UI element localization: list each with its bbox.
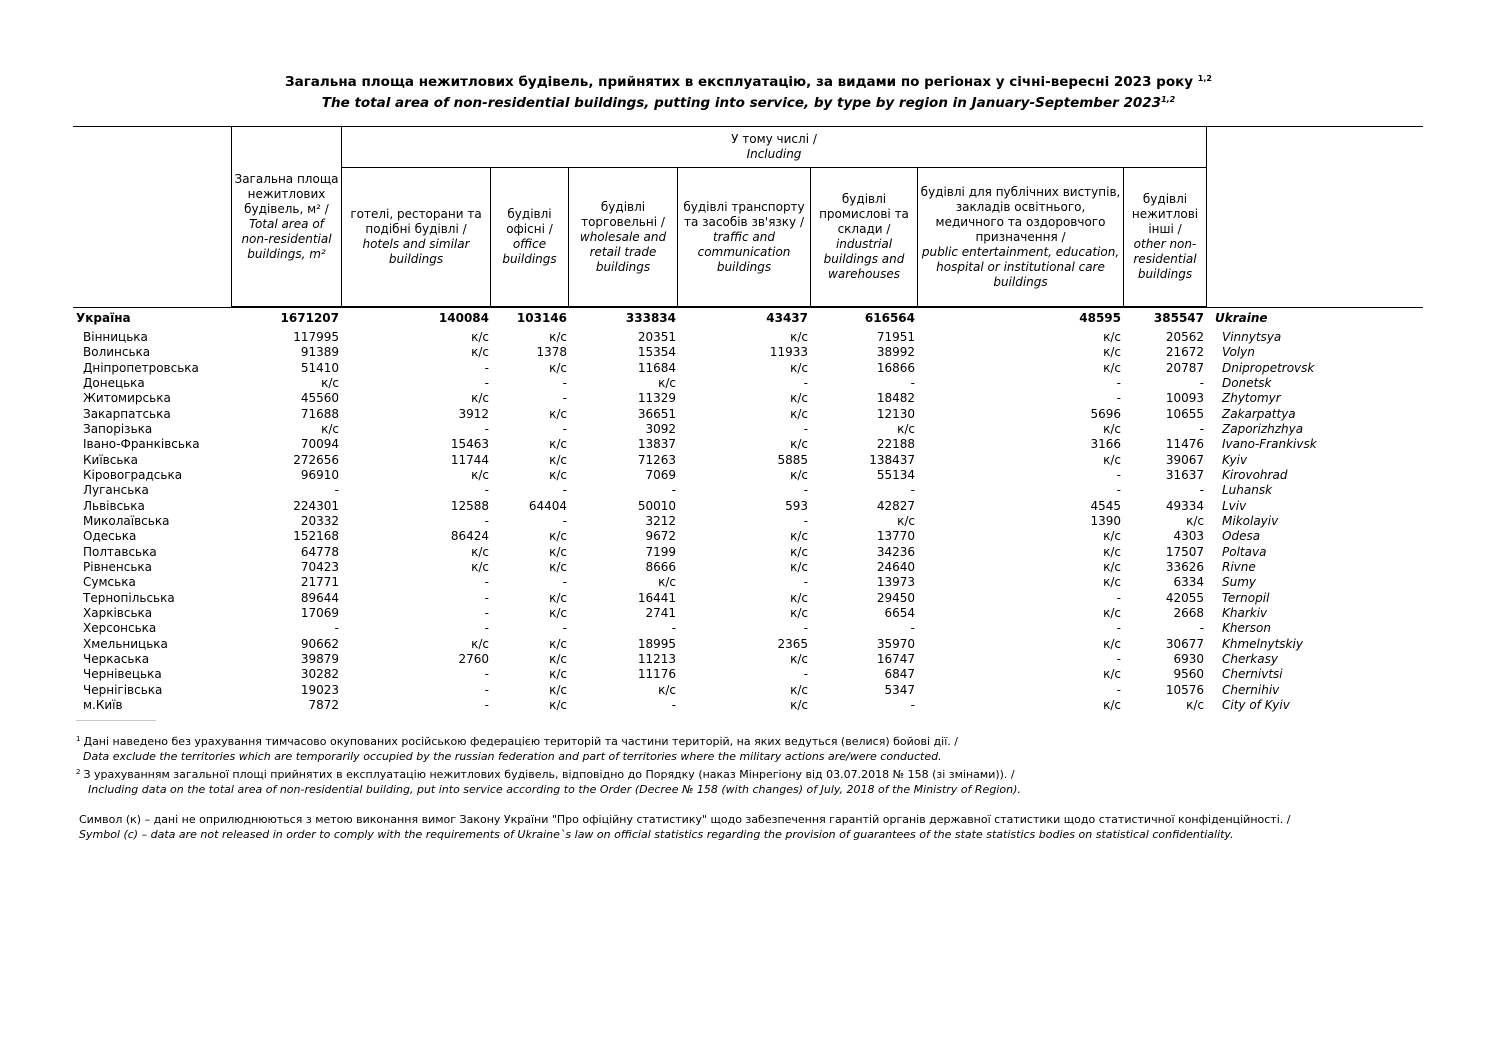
cell-value: 11213 bbox=[637, 652, 676, 666]
cell-value: - bbox=[484, 591, 489, 605]
cell-value: к/с bbox=[1103, 330, 1121, 344]
cell-value: к/с bbox=[471, 468, 489, 482]
region-name-uk: Чернігівська bbox=[83, 683, 163, 697]
cell-value: 616564 bbox=[864, 311, 915, 325]
header-col-industrial: будівлі промислові та склади / industrial buildings and warehouses bbox=[819, 192, 909, 281]
cell-value: к/с bbox=[1103, 606, 1121, 620]
cell-value: 21672 bbox=[1165, 345, 1204, 359]
cell-value: - bbox=[334, 483, 339, 497]
cell-value: 39067 bbox=[1165, 453, 1204, 467]
cell-value: 16441 bbox=[637, 591, 676, 605]
cell-value: 152168 bbox=[293, 529, 339, 543]
cell-value: к/с bbox=[790, 606, 808, 620]
cell-value: 2741 bbox=[645, 606, 676, 620]
region-name-en: Rivne bbox=[1222, 560, 1256, 574]
cell-value: - bbox=[484, 514, 489, 528]
cell-value: - bbox=[1199, 621, 1204, 635]
cell-value: 17069 bbox=[300, 606, 339, 620]
cell-value: 16747 bbox=[876, 652, 915, 666]
region-name-uk: Черкаська bbox=[83, 652, 150, 666]
cell-value: 3166 bbox=[1090, 437, 1121, 451]
cell-value: к/с bbox=[790, 591, 808, 605]
cell-value: - bbox=[562, 422, 567, 436]
cell-value: 6847 bbox=[884, 667, 915, 681]
cell-value: 34236 bbox=[876, 545, 915, 559]
cell-value: 13770 bbox=[876, 529, 915, 543]
cell-value: 11744 bbox=[450, 453, 489, 467]
cell-value: - bbox=[910, 621, 915, 635]
cell-value: к/с bbox=[471, 345, 489, 359]
cell-value: к/с bbox=[1103, 637, 1121, 651]
cell-value: - bbox=[484, 683, 489, 697]
region-name-en: Dnipropetrovsk bbox=[1222, 361, 1315, 375]
region-name-en: Kirovohrad bbox=[1222, 468, 1288, 482]
region-name-en: Chernivtsi bbox=[1222, 667, 1283, 681]
cell-value: к/с bbox=[549, 683, 567, 697]
cell-value: к/с bbox=[790, 391, 808, 405]
cell-value: к/с bbox=[790, 529, 808, 543]
cell-value: 6334 bbox=[1173, 575, 1204, 589]
cell-value: - bbox=[1116, 652, 1121, 666]
cell-value: - bbox=[484, 621, 489, 635]
cell-value: к/с bbox=[790, 560, 808, 574]
cell-value: 20787 bbox=[1165, 361, 1204, 375]
cell-value: - bbox=[1116, 376, 1121, 390]
cell-value: к/с bbox=[790, 683, 808, 697]
cell-value: 4545 bbox=[1090, 499, 1121, 513]
cell-value: 31637 bbox=[1165, 468, 1204, 482]
cell-value: 86424 bbox=[450, 529, 489, 543]
region-name-uk: Чернівецька bbox=[83, 667, 162, 681]
cell-value: к/с bbox=[1103, 698, 1121, 712]
cell-value: 42827 bbox=[876, 499, 915, 513]
cell-value: 6930 bbox=[1173, 652, 1204, 666]
cell-value: - bbox=[671, 698, 676, 712]
cell-value: к/с bbox=[549, 437, 567, 451]
region-name-en: Poltava bbox=[1222, 545, 1267, 559]
cell-value: к/с bbox=[1103, 345, 1121, 359]
region-name-uk: Миколаївська bbox=[83, 514, 170, 528]
region-name-en: Cherkasy bbox=[1222, 652, 1278, 666]
cell-value: - bbox=[803, 621, 808, 635]
cell-value: - bbox=[910, 698, 915, 712]
cell-value: 7872 bbox=[308, 698, 339, 712]
cell-value: 10576 bbox=[1165, 683, 1204, 697]
cell-value: 15463 bbox=[450, 437, 489, 451]
cell-value: 91389 bbox=[300, 345, 339, 359]
region-name-en: Chernihiv bbox=[1222, 683, 1280, 697]
cell-value: к/с bbox=[471, 545, 489, 559]
cell-value: 7199 bbox=[645, 545, 676, 559]
cell-value: 9560 bbox=[1173, 667, 1204, 681]
cell-value: - bbox=[484, 606, 489, 620]
cell-value: 12130 bbox=[876, 407, 915, 421]
cell-value: 71263 bbox=[637, 453, 676, 467]
region-name-uk: Запорізька bbox=[83, 422, 153, 436]
cell-value: - bbox=[562, 514, 567, 528]
cell-value: к/с bbox=[790, 698, 808, 712]
cell-value: к/с bbox=[549, 606, 567, 620]
cell-value: 1671207 bbox=[280, 311, 339, 325]
region-name-en: Lviv bbox=[1222, 499, 1247, 513]
cell-value: 71688 bbox=[300, 407, 339, 421]
header-including: У тому числі / Including bbox=[731, 132, 817, 161]
cell-value: к/с bbox=[1103, 575, 1121, 589]
cell-value: к/с bbox=[790, 330, 808, 344]
cell-value: 70423 bbox=[300, 560, 339, 574]
cell-value: 11933 bbox=[769, 345, 808, 359]
cell-value: 96910 bbox=[300, 468, 339, 482]
cell-value: к/с bbox=[549, 698, 567, 712]
footnote-2: $^2$ З урахуванням загальної площі прийнятих в експлуатацію нежитлових будівель, відповідно до Порядку (наказ Мінрегіону від 03.07.2018 № 158 (зі змінами)). / Including data on the total area of non-residential building, put into service according to the Order (Decree № 158 (with changes) of July, 2018 of the Ministry of Region). bbox=[76, 768, 1021, 796]
cell-value: к/с bbox=[658, 575, 676, 589]
region-name-uk: Одеська bbox=[83, 529, 137, 543]
region-name-uk: Донецька bbox=[83, 376, 145, 390]
cell-value: 18995 bbox=[637, 637, 676, 651]
cell-value: 20351 bbox=[637, 330, 676, 344]
cell-value: 2668 bbox=[1173, 606, 1204, 620]
cell-value: к/с bbox=[549, 560, 567, 574]
cell-value: 5347 bbox=[884, 683, 915, 697]
cell-value: 30282 bbox=[300, 667, 339, 681]
cell-value: 2760 bbox=[458, 652, 489, 666]
cell-value: 5885 bbox=[777, 453, 808, 467]
cell-value: 64778 bbox=[300, 545, 339, 559]
region-name-uk: м.Київ bbox=[83, 698, 123, 712]
region-name-en: Zaporizhzhya bbox=[1222, 422, 1304, 436]
cell-value: 16866 bbox=[876, 361, 915, 375]
cell-value: 36651 bbox=[637, 407, 676, 421]
cell-value: 11684 bbox=[637, 361, 676, 375]
cell-value: 13837 bbox=[637, 437, 676, 451]
region-name-en: Kyiv bbox=[1222, 453, 1248, 467]
cell-value: 3212 bbox=[645, 514, 676, 528]
header-col-transport: будівлі транспорту та засобів зв'язку / traffic and communication buildings bbox=[683, 199, 805, 274]
region-name-uk: Харківська bbox=[83, 606, 153, 620]
cell-value: 10093 bbox=[1165, 391, 1204, 405]
region-name-en: Donetsk bbox=[1222, 376, 1272, 390]
cell-value: к/с bbox=[790, 407, 808, 421]
cell-value: - bbox=[1116, 483, 1121, 497]
cell-value: 4303 bbox=[1173, 529, 1204, 543]
region-name-en: Sumy bbox=[1222, 575, 1257, 589]
cell-value: 48595 bbox=[1079, 311, 1121, 325]
cell-value: к/с bbox=[897, 422, 915, 436]
cell-value: 64404 bbox=[528, 499, 567, 513]
cell-value: к/с bbox=[549, 453, 567, 467]
cell-value: - bbox=[562, 575, 567, 589]
cell-value: 71951 bbox=[876, 330, 915, 344]
region-name-en: Kherson bbox=[1222, 621, 1271, 635]
cell-value: 20332 bbox=[300, 514, 339, 528]
region-name-uk: Україна bbox=[76, 311, 131, 325]
region-name-en: Ternopil bbox=[1222, 591, 1270, 605]
cell-value: 49334 bbox=[1165, 499, 1204, 513]
cell-value: 11176 bbox=[637, 667, 676, 681]
cell-value: 333834 bbox=[625, 311, 676, 325]
cell-value: - bbox=[1116, 591, 1121, 605]
header-col-office: будівлі офісні / office buildings bbox=[502, 207, 557, 266]
cell-value: 20562 bbox=[1165, 330, 1204, 344]
cell-value: 35970 bbox=[876, 637, 915, 651]
cell-value: 42055 bbox=[1165, 591, 1204, 605]
cell-value: - bbox=[910, 376, 915, 390]
region-name-uk: Хмельницька bbox=[83, 637, 168, 651]
cell-value: к/с bbox=[321, 422, 339, 436]
header-col-hotels: готелі, ресторани та подібні будівлі / hotels and similar buildings bbox=[350, 207, 482, 266]
cell-value: 117995 bbox=[293, 330, 339, 344]
region-name-uk: Житомирська bbox=[83, 391, 171, 405]
cell-value: 385547 bbox=[1153, 311, 1204, 325]
region-name-uk: Вінницька bbox=[83, 330, 148, 344]
cell-value: - bbox=[1199, 422, 1204, 436]
cell-value: к/с bbox=[658, 376, 676, 390]
title-ukrainian: Загальна площа нежитлових будівель, прийнятих в експлуатацію, за видами по регіонах у січні-вересні 2023 року $^{1,2}$ bbox=[285, 74, 1212, 90]
cell-value: - bbox=[562, 376, 567, 390]
cell-value: к/с bbox=[897, 514, 915, 528]
cell-value: 13973 bbox=[876, 575, 915, 589]
region-name-uk: Івано-Франківська bbox=[83, 437, 200, 451]
cell-value: 43437 bbox=[766, 311, 808, 325]
cell-value: к/с bbox=[658, 683, 676, 697]
region-name-uk: Тернопільська bbox=[83, 591, 175, 605]
cell-value: к/с bbox=[790, 361, 808, 375]
cell-value: 89644 bbox=[300, 591, 339, 605]
cell-value: - bbox=[1199, 483, 1204, 497]
cell-value: 11476 bbox=[1165, 437, 1204, 451]
region-name-uk: Київська bbox=[83, 453, 138, 467]
region-name-en: Khmelnytskiy bbox=[1222, 637, 1303, 651]
symbol-note: Символ (к) – дані не оприлюднюються з метою виконання вимог Закону України "Про офіційну статистику" щодо забезпечення гарантій органів державної статистики щодо статистичної конфіденційності. / Symbol (c) – data are not released in order to comply with the requirements of Ukraine`s law on official statistics regarding the provision of guarantees of the state statistics bodies on statistical confidentiality. bbox=[79, 813, 1291, 841]
cell-value: 38992 bbox=[876, 345, 915, 359]
cell-value: 19023 bbox=[300, 683, 339, 697]
region-name-en: Odesa bbox=[1222, 529, 1261, 543]
cell-value: 5696 bbox=[1090, 407, 1121, 421]
cell-value: - bbox=[484, 698, 489, 712]
cell-value: к/с bbox=[549, 468, 567, 482]
table-title bbox=[0, 70, 1497, 112]
cell-value: 11329 bbox=[637, 391, 676, 405]
cell-value: к/с bbox=[1103, 529, 1121, 543]
cell-value: к/с bbox=[790, 437, 808, 451]
cell-value: 12588 bbox=[450, 499, 489, 513]
cell-value: к/с bbox=[1103, 667, 1121, 681]
cell-value: 51410 bbox=[300, 361, 339, 375]
cell-value: 30677 bbox=[1165, 637, 1204, 651]
cell-value: - bbox=[562, 621, 567, 635]
cell-value: к/с bbox=[471, 637, 489, 651]
region-name-en: Kharkiv bbox=[1222, 606, 1268, 620]
cell-value: - bbox=[334, 621, 339, 635]
cell-value: к/с bbox=[549, 637, 567, 651]
cell-value: к/с bbox=[549, 591, 567, 605]
cell-value: 9672 bbox=[645, 529, 676, 543]
cell-value: 224301 bbox=[293, 499, 339, 513]
cell-value: 8666 bbox=[645, 560, 676, 574]
header-divider bbox=[1206, 126, 1207, 307]
cell-value: - bbox=[562, 483, 567, 497]
cell-value: - bbox=[1116, 621, 1121, 635]
cell-value: к/с bbox=[471, 330, 489, 344]
region-name-en: Zakarpattya bbox=[1222, 407, 1296, 421]
region-name-en: Zhytomyr bbox=[1222, 391, 1281, 405]
cell-value: 33626 bbox=[1165, 560, 1204, 574]
cell-value: - bbox=[671, 621, 676, 635]
region-name-uk: Дніпропетровська bbox=[83, 361, 199, 375]
cell-value: к/с bbox=[1103, 545, 1121, 559]
region-name-uk: Луганська bbox=[83, 483, 149, 497]
cell-value: - bbox=[1116, 683, 1121, 697]
cell-value: к/с bbox=[549, 529, 567, 543]
region-name-uk: Закарпатська bbox=[83, 407, 171, 421]
cell-value: к/с bbox=[1103, 361, 1121, 375]
cell-value: 138437 bbox=[869, 453, 915, 467]
cell-value: 3912 bbox=[458, 407, 489, 421]
cell-value: - bbox=[562, 391, 567, 405]
header-total-area: Загальна площа нежитлових будівель, м² / Total area of non-residential buildings, m² bbox=[234, 171, 339, 261]
cell-value: 272656 bbox=[293, 453, 339, 467]
cell-value: 24640 bbox=[876, 560, 915, 574]
cell-value: - bbox=[484, 422, 489, 436]
footnote-1: $^1$ Дані наведено без урахування тимчасово окупованих російською федерацією територій та частини територій, на яких ведуться (велися) бойові дії. / Data exclude the territories which are temporarily occupied by the russian federation and part of territories where the military actions are/were conducted. bbox=[76, 735, 958, 763]
cell-value: к/с bbox=[1186, 698, 1204, 712]
cell-value: к/с bbox=[471, 560, 489, 574]
cell-value: к/с bbox=[549, 652, 567, 666]
title-english: The total area of non-residential buildings, putting into service, by type by region in January-September 2023$^{1,2}$ bbox=[321, 95, 1176, 111]
cell-value: - bbox=[1199, 376, 1204, 390]
cell-value: 3092 bbox=[645, 422, 676, 436]
cell-value: к/с bbox=[1103, 453, 1121, 467]
region-name-en: Ivano-Frankivsk bbox=[1222, 437, 1317, 451]
cell-value: - bbox=[803, 575, 808, 589]
region-name-uk: Рівненська bbox=[83, 560, 152, 574]
cell-value: - bbox=[1116, 391, 1121, 405]
cell-value: 45560 bbox=[300, 391, 339, 405]
cell-value: 1378 bbox=[536, 345, 567, 359]
region-name-en: Vinnytsya bbox=[1222, 330, 1282, 344]
cell-value: к/с bbox=[1186, 514, 1204, 528]
cell-value: - bbox=[484, 667, 489, 681]
region-name-en: Volyn bbox=[1222, 345, 1255, 359]
cell-value: - bbox=[484, 575, 489, 589]
cell-value: к/с bbox=[790, 652, 808, 666]
cell-value: - bbox=[671, 483, 676, 497]
cell-value: 140084 bbox=[438, 311, 489, 325]
header-col-trade: будівлі торговельні / wholesale and retail trade buildings bbox=[579, 199, 667, 274]
cell-value: к/с bbox=[321, 376, 339, 390]
cell-value: - bbox=[484, 376, 489, 390]
region-name-uk: Полтавська bbox=[83, 545, 157, 559]
region-name-uk: Львівська bbox=[83, 499, 145, 513]
cell-value: 50010 bbox=[637, 499, 676, 513]
cell-value: 7069 bbox=[645, 468, 676, 482]
cell-value: - bbox=[803, 514, 808, 528]
region-name-uk: Волинська bbox=[83, 345, 151, 359]
cell-value: 1390 bbox=[1090, 514, 1121, 528]
cell-value: к/с bbox=[471, 391, 489, 405]
cell-value: 21771 bbox=[300, 575, 339, 589]
cell-value: 39879 bbox=[300, 652, 339, 666]
cell-value: - bbox=[910, 483, 915, 497]
cell-value: к/с bbox=[1103, 560, 1121, 574]
cell-value: к/с bbox=[790, 545, 808, 559]
cell-value: к/с bbox=[549, 330, 567, 344]
cell-value: - bbox=[803, 667, 808, 681]
cell-value: 17507 bbox=[1165, 545, 1204, 559]
cell-value: к/с bbox=[790, 468, 808, 482]
cell-value: 103146 bbox=[516, 311, 567, 325]
cell-value: 18482 bbox=[876, 391, 915, 405]
region-name-uk: Херсонська bbox=[83, 621, 157, 635]
region-name-en: City of Kyiv bbox=[1222, 698, 1290, 712]
cell-value: 10655 bbox=[1165, 407, 1204, 421]
cell-value: - bbox=[1116, 468, 1121, 482]
cell-value: 90662 bbox=[300, 637, 339, 651]
cell-value: - bbox=[484, 483, 489, 497]
cell-value: 2365 bbox=[777, 637, 808, 651]
body-top-rule bbox=[73, 307, 1423, 308]
cell-value: к/с bbox=[549, 545, 567, 559]
footnote-separator bbox=[76, 720, 156, 721]
header-col-public: будівлі для публічних виступів, закладів освітнього, медичного та оздоровчого призначення / public entertainment, education, hospital or institutional care buildings bbox=[920, 184, 1121, 289]
region-name-uk: Сумська bbox=[83, 575, 136, 589]
cell-value: 55134 bbox=[876, 468, 915, 482]
region-name-en: Ukraine bbox=[1215, 311, 1268, 325]
cell-value: 29450 bbox=[876, 591, 915, 605]
cell-value: - bbox=[803, 422, 808, 436]
cell-value: к/с bbox=[549, 667, 567, 681]
cell-value: 6654 bbox=[884, 606, 915, 620]
cell-value: - bbox=[803, 483, 808, 497]
cell-value: 593 bbox=[785, 499, 808, 513]
region-name-en: Mikolayiv bbox=[1222, 514, 1279, 528]
cell-value: к/с bbox=[549, 361, 567, 375]
cell-value: к/с bbox=[549, 407, 567, 421]
cell-value: 22188 bbox=[876, 437, 915, 451]
cell-value: 15354 bbox=[637, 345, 676, 359]
region-name-uk: Кіровоградська bbox=[83, 468, 183, 482]
cell-value: - bbox=[484, 361, 489, 375]
cell-value: - bbox=[803, 376, 808, 390]
header-col-other: будівлі нежитлові інші / other non-residential buildings bbox=[1131, 192, 1199, 281]
region-name-en: Luhansk bbox=[1222, 483, 1273, 497]
cell-value: 70094 bbox=[300, 437, 339, 451]
cell-value: к/с bbox=[1103, 422, 1121, 436]
